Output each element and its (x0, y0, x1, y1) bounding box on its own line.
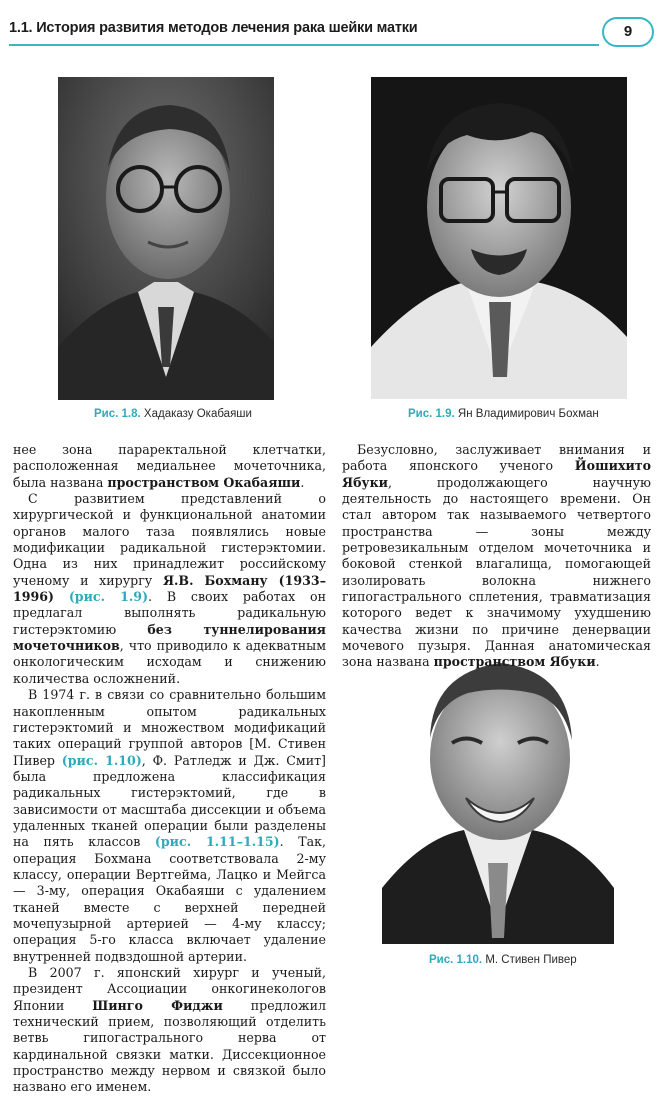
paragraph (13, 965, 326, 1096)
photo-bokhman (371, 77, 627, 399)
text-run: Безусловно, заслуживает внимания и работа японского ученого (342, 442, 651, 474)
paragraph (13, 491, 326, 687)
bold-term: пространством Окабаяши (107, 474, 301, 490)
figure-reference: (рис. 1.11–1.15) (154, 834, 280, 850)
text-run: В 2007 г. японский хирург и ученый, президент Ассоциации онкогинекологов Японии (13, 965, 326, 1013)
page-header (0, 0, 665, 58)
photo-piver (382, 648, 614, 944)
right-text-column (342, 442, 651, 671)
header-rule (9, 44, 599, 46)
figure-1-9-caption (408, 408, 599, 420)
text-run: , продолжающего научную деятельность до настоящего времени. Он стал автором так называемого четвертого пространства — зоны между ретровезикальным отделом мочеточника и боковой стенкой влагалища, помогающей изолировать волокна нижнего гипогастрального сплетения, травматизация которого ведет к значимому ухудшению качества жизни по причине денервации мочевого пузыря. Данная анатомическая зона названа (342, 474, 651, 670)
text-run: нее зона параректальной клетчатки, расположенная медиальнее мочеточника, была названа (13, 442, 326, 490)
text-run: . В своих работах он предлагал выполнять радикальную гистерэктомию (13, 589, 327, 637)
figure-reference: (рис. 1.10) (61, 752, 142, 768)
text-run: . Так, операция Бохмана соответствовала 2-му классу, операции Вертгейма, Лацко и Мейгса — 3-му, операция Окабаяши с удалением тканей вместе с верхней передней мочепузырной артерией — 4-му классу; операция 5-го класса включает удаление внутренней подвздошной артерии. (13, 834, 326, 964)
figure-1-9-label: Рис. 1.9. (408, 408, 455, 420)
figure-1-10-text: М. Стивен Пивер (485, 954, 577, 966)
text-run: В 1974 г. в связи со сравнительно большим накопленным опытом радикальных гистерэктомий и множеством модификаций таких операций группой авторов [М. Стивен Пивер (13, 687, 326, 768)
figure-1-8-text: Хадаказу Окабаяши (143, 408, 252, 420)
figure-1-8-caption (94, 408, 252, 420)
bold-term: Шинго Фиджи (92, 997, 223, 1013)
text-run: . (300, 474, 305, 490)
figure-1-10-label: Рис. 1.10. (429, 954, 483, 966)
text-run: предложил технический прием, позволяющий отделить ветвь гипогастрального нерва от кардинальной связки матки. Диссекционное пространство между нервом и связкой было названо его именем. (13, 997, 326, 1095)
running-title: 1.1. История развития методов лечения рака шейки матки (9, 20, 418, 36)
figure-1-9-text: Ян Владимирович Бохман (457, 408, 599, 420)
page-number-badge: 9 (602, 17, 654, 47)
text-run: . (595, 654, 600, 670)
bold-term: Йошихито Ябуки (342, 458, 651, 490)
bold-term: пространством Ябуки (433, 654, 596, 670)
paragraph (13, 687, 326, 965)
figure-1-10-caption (429, 954, 577, 966)
figure-1-8-label: Рис. 1.8. (94, 408, 141, 420)
bold-term: без туннелирования мочеточников (13, 621, 326, 654)
paragraph (13, 442, 326, 491)
photo-okabayashi (58, 77, 274, 400)
text-run: , Ф. Ратледж и Дж. Смит] была предложена классификация радикальных гистерэктомий, где в зависимости от масштаба диссекции и объема удаленных тканей операции были разделены на пять классов (13, 752, 326, 850)
left-text-column (13, 442, 326, 1096)
text-run: С развитием представлений о хирургической и функциональной анатомии органов малого таза появлялись новые модификации радикальной гистерэктомии. Одна из них принадлежит российскому ученому и хирургу (13, 491, 326, 588)
bold-term: Я.В. Бохману (1933–1996) (13, 572, 326, 605)
figure-reference: (рис. 1.9) (68, 589, 149, 605)
text-run: , что приводило к адекватным онкологическим исходам и снижению количества осложнений. (13, 638, 326, 686)
paragraph (342, 442, 651, 671)
